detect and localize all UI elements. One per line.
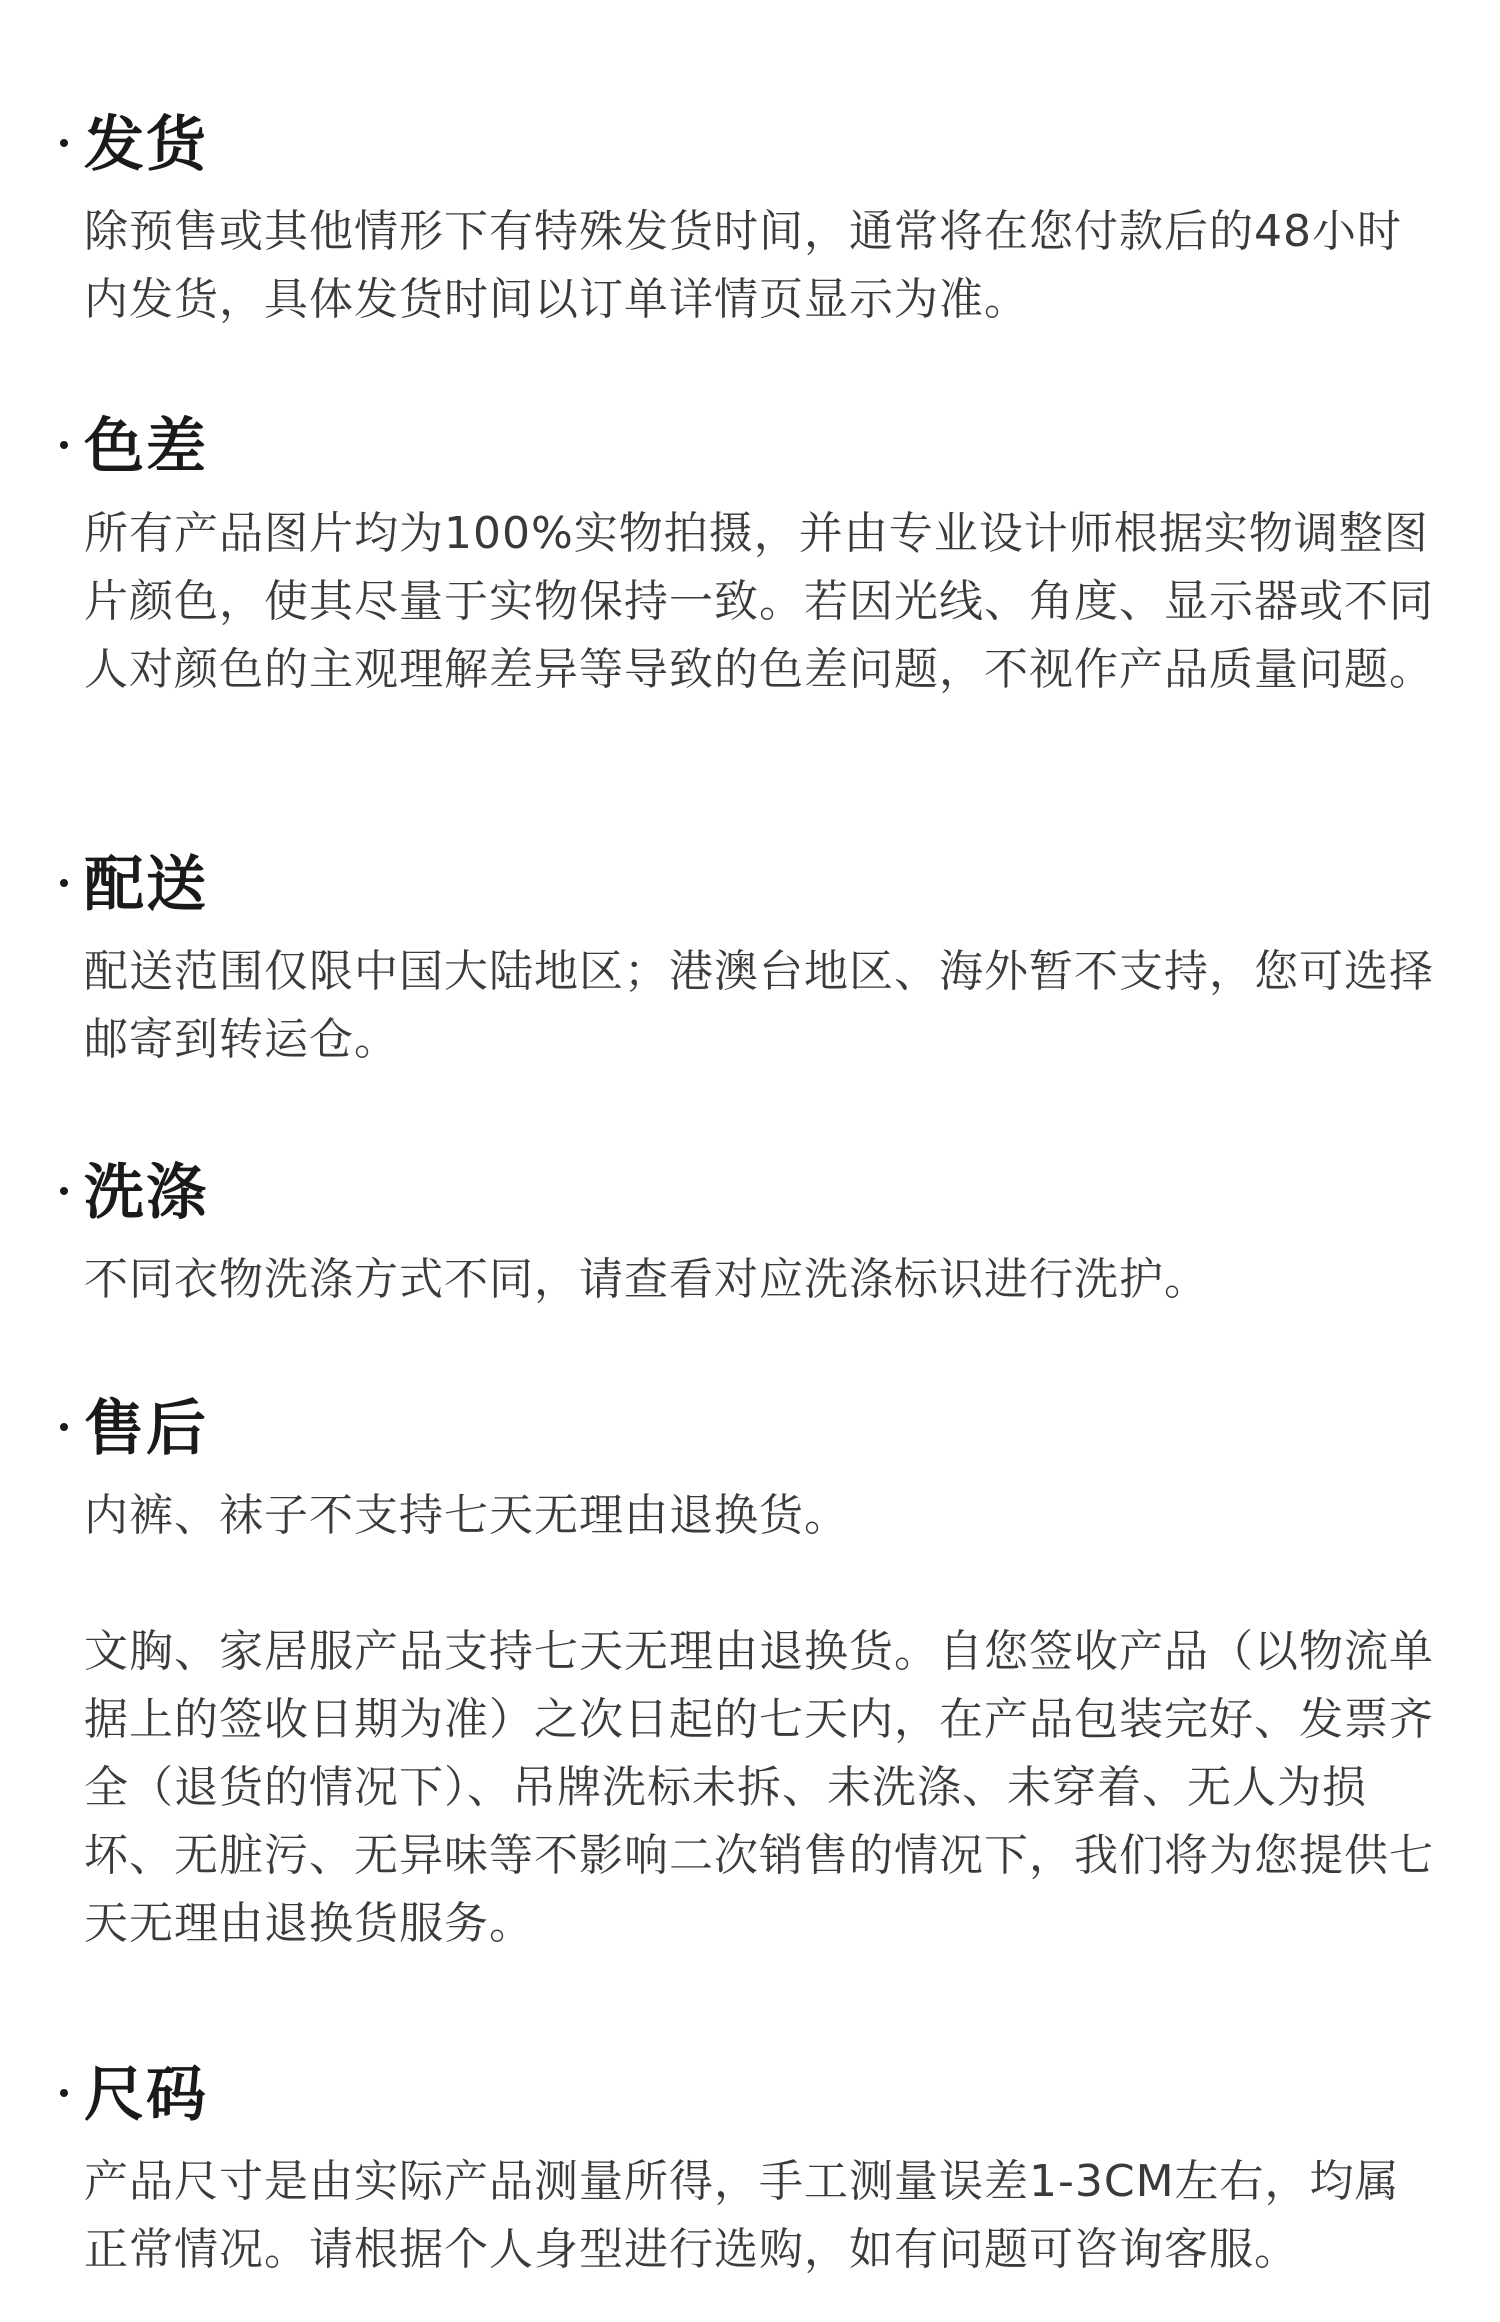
section-paragraph: 除预售或其他情形下有特殊发货时间，通常将在您付款后的48小时内发货，具体发货时间以订单详情页显示为准。 bbox=[84, 206, 1402, 325]
section-heading bbox=[60, 402, 1440, 482]
section-washing bbox=[60, 1148, 1440, 1314]
section-paragraph: 产品尺寸是由实际产品测量所得，手工测量误差1-3CM左右，均属正常情况。请根据个人身型进行选购，如有问题可咨询客服。 bbox=[84, 2156, 1400, 2275]
section-title: 尺码 bbox=[84, 2060, 208, 2130]
section-heading bbox=[60, 2050, 1440, 2130]
section-paragraph: 文胸、家居服产品支持七天无理由退换货。自您签收产品（以物流单据上的签收日期为准）之次日起的七天内，在产品包装完好、发票齐全（退货的情况下）、吊牌洗标未拆、未洗涤、未穿着、无人为损坏、无脏污、无异味等不影响二次销售的情况下，我们将为您提供七天无理由退换货服务。 bbox=[84, 1626, 1434, 1949]
section-shipping bbox=[60, 100, 1440, 334]
section-body bbox=[60, 938, 1440, 1074]
bullet-dot-icon bbox=[60, 139, 68, 147]
section-paragraph: 不同衣物洗涤方式不同，请查看对应洗涤标识进行洗护。 bbox=[84, 1254, 1209, 1305]
section-title: 洗涤 bbox=[84, 1158, 208, 1228]
section-heading bbox=[60, 1384, 1440, 1464]
bullet-dot-icon bbox=[60, 1187, 68, 1195]
section-title: 配送 bbox=[84, 850, 208, 920]
section-size bbox=[60, 2050, 1440, 2284]
section-after-sales bbox=[60, 1384, 1440, 1958]
bullet-dot-icon bbox=[60, 879, 68, 887]
section-title: 售后 bbox=[84, 1394, 208, 1464]
section-body bbox=[60, 198, 1440, 334]
section-body bbox=[60, 1482, 1440, 1958]
section-color-difference bbox=[60, 402, 1440, 704]
section-body bbox=[60, 2148, 1440, 2284]
bullet-dot-icon bbox=[60, 1423, 68, 1431]
section-paragraph: 所有产品图片均为100%实物拍摄，并由专业设计师根据实物调整图片颜色，使其尽量于实物保持一致。若因光线、角度、显示器或不同人对颜色的主观理解差异等导致的色差问题，不视作产品质量问题。 bbox=[84, 508, 1434, 695]
section-paragraph: 内裤、袜子不支持七天无理由退换货。 bbox=[84, 1490, 849, 1541]
section-title: 色差 bbox=[84, 412, 208, 482]
bullet-dot-icon bbox=[60, 441, 68, 449]
section-delivery bbox=[60, 840, 1440, 1074]
section-heading bbox=[60, 100, 1440, 180]
section-heading bbox=[60, 840, 1440, 920]
section-body bbox=[60, 500, 1440, 704]
section-heading bbox=[60, 1148, 1440, 1228]
bullet-dot-icon bbox=[60, 2089, 68, 2097]
section-body bbox=[60, 1246, 1440, 1314]
section-title: 发货 bbox=[84, 110, 208, 180]
section-paragraph: 配送范围仅限中国大陆地区；港澳台地区、海外暂不支持，您可选择邮寄到转运仓。 bbox=[84, 946, 1434, 1065]
